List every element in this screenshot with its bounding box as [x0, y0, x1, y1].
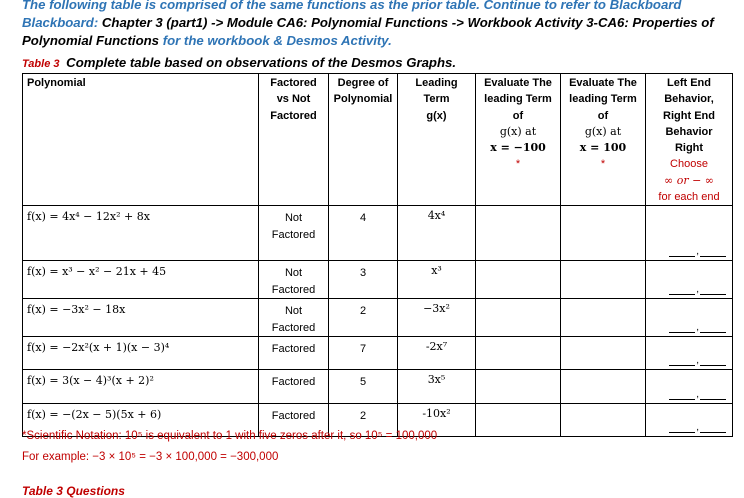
row-eval-pos-cell[interactable] — [561, 370, 646, 404]
row-degree: 3 — [329, 261, 398, 299]
end-behavior-blank: , — [669, 389, 726, 400]
intro-suffix: for the workbook & Desmos Activity. — [162, 33, 392, 48]
row-end-behavior-cell[interactable] — [646, 206, 733, 261]
header-eval-pos-asterisk: * — [600, 158, 606, 171]
row-degree: 2 — [329, 299, 398, 337]
row-polynomial: f(x) = x³ − x² − 21x + 45 — [23, 261, 259, 299]
intro-prefix: The following table is comprised of the same functions as the prior table. Continue to refer to Blackboard — [22, 0, 682, 12]
end-behavior-blank: , — [669, 246, 726, 257]
header-behavior-options: ∞ or − ∞ — [664, 173, 714, 187]
header-behavior-title: Left End Behavior, Right End Behavior Right — [663, 77, 715, 155]
header-eval-pos-title: Evaluate The leading Term of — [569, 77, 637, 122]
row-end-behavior-cell[interactable] — [646, 337, 733, 370]
end-behavior-blank: , — [669, 284, 726, 295]
header-polynomial: Polynomial — [23, 74, 259, 206]
row-factored: Factored — [259, 404, 329, 437]
intro-course-path: Chapter 3 (part1) -> Module CA6: Polynomial Functions -> Workbook Activity 3-CA6: Properties of Polynomial Functions — [22, 15, 714, 48]
header-behavior-each: for each end — [658, 191, 720, 204]
row-eval-neg-cell[interactable] — [476, 370, 561, 404]
row-polynomial: f(x) = −3x² − 18x — [23, 299, 259, 337]
header-eval-pos-x: x = 100 — [579, 141, 627, 155]
table-row — [23, 337, 733, 370]
header-eval-neg-asterisk: * — [515, 158, 521, 171]
row-polynomial: f(x) = −(2x − 5)(5x + 6) — [23, 404, 259, 437]
row-degree: 2 — [329, 404, 398, 437]
table-caption-label: Table 3 — [22, 58, 60, 70]
header-row — [23, 74, 733, 206]
polynomial-table — [22, 73, 733, 437]
intro-blackboard-label: Blackboard: — [22, 15, 99, 30]
row-eval-pos-cell[interactable] — [561, 299, 646, 337]
table-row — [23, 261, 733, 299]
header-eval-pos-expr: g(x) at — [584, 124, 622, 138]
row-eval-pos-cell[interactable] — [561, 206, 646, 261]
intro-paragraph — [22, 0, 738, 50]
end-behavior-blank: , — [669, 422, 726, 433]
row-polynomial: f(x) = −2x²(x + 1)(x − 3)⁴ — [23, 337, 259, 370]
row-end-behavior-cell[interactable] — [646, 261, 733, 299]
table-row — [23, 299, 733, 337]
table-row — [23, 206, 733, 261]
row-polynomial: f(x) = 4x⁴ − 12x² + 8x — [23, 206, 259, 261]
row-factored: Not Factored — [259, 206, 329, 261]
header-behavior-choose: Choose — [670, 158, 708, 171]
table-caption — [22, 55, 456, 70]
header-eval-neg-x: x = −100 — [490, 141, 546, 155]
table-row — [23, 370, 733, 404]
header-end-behavior — [646, 74, 733, 206]
row-degree: 5 — [329, 370, 398, 404]
row-leading-term: -2x⁷ — [398, 337, 476, 370]
end-behavior-blank: , — [669, 355, 726, 366]
row-degree: 7 — [329, 337, 398, 370]
header-factored: Factored vs Not Factored — [259, 74, 329, 206]
row-eval-neg-cell[interactable] — [476, 206, 561, 261]
scientific-notation-example: For example: −3 × 10⁵ = −3 × 100,000 = −300,000 — [22, 451, 279, 463]
header-eval-neg-expr: g(x) at — [499, 124, 537, 138]
next-section-caption: Table 3 Questions — [22, 484, 125, 498]
header-leading-term — [398, 74, 476, 206]
header-leading-title: Leading Term — [415, 77, 458, 106]
row-eval-pos-cell[interactable] — [561, 261, 646, 299]
row-factored: Factored — [259, 370, 329, 404]
header-eval-neg — [476, 74, 561, 206]
header-leading-fn: g(x) — [426, 109, 447, 122]
header-eval-neg-title: Evaluate The leading Term of — [484, 77, 552, 122]
header-eval-pos — [561, 74, 646, 206]
row-end-behavior-cell[interactable] — [646, 299, 733, 337]
header-degree: Degree of Polynomial — [329, 74, 398, 206]
table-caption-text: Complete table based on observations of the Desmos Graphs. — [66, 55, 457, 70]
row-leading-term: x³ — [398, 261, 476, 299]
row-leading-term: 3x⁵ — [398, 370, 476, 404]
row-eval-neg-cell[interactable] — [476, 299, 561, 337]
row-eval-neg-cell[interactable] — [476, 337, 561, 370]
row-leading-term: −3x² — [398, 299, 476, 337]
row-eval-neg-cell[interactable] — [476, 261, 561, 299]
row-eval-pos-cell[interactable] — [561, 337, 646, 370]
row-factored: Not Factored — [259, 299, 329, 337]
row-polynomial: f(x) = 3(x − 4)³(x + 2)² — [23, 370, 259, 404]
row-degree: 4 — [329, 206, 398, 261]
row-eval-neg-cell[interactable] — [476, 404, 561, 437]
end-behavior-blank: , — [669, 322, 726, 333]
row-factored: Not Factored — [259, 261, 329, 299]
row-end-behavior-cell[interactable] — [646, 404, 733, 437]
scientific-notation-note: *Scientific Notation: 10⁵ is equivalent to 1 with five zeros after it, so 10⁵ = 100,000 — [22, 430, 438, 442]
row-factored: Factored — [259, 337, 329, 370]
row-leading-term: 4x⁴ — [398, 206, 476, 261]
row-end-behavior-cell[interactable] — [646, 370, 733, 404]
row-eval-pos-cell[interactable] — [561, 404, 646, 437]
row-leading-term: -10x² — [398, 404, 476, 437]
